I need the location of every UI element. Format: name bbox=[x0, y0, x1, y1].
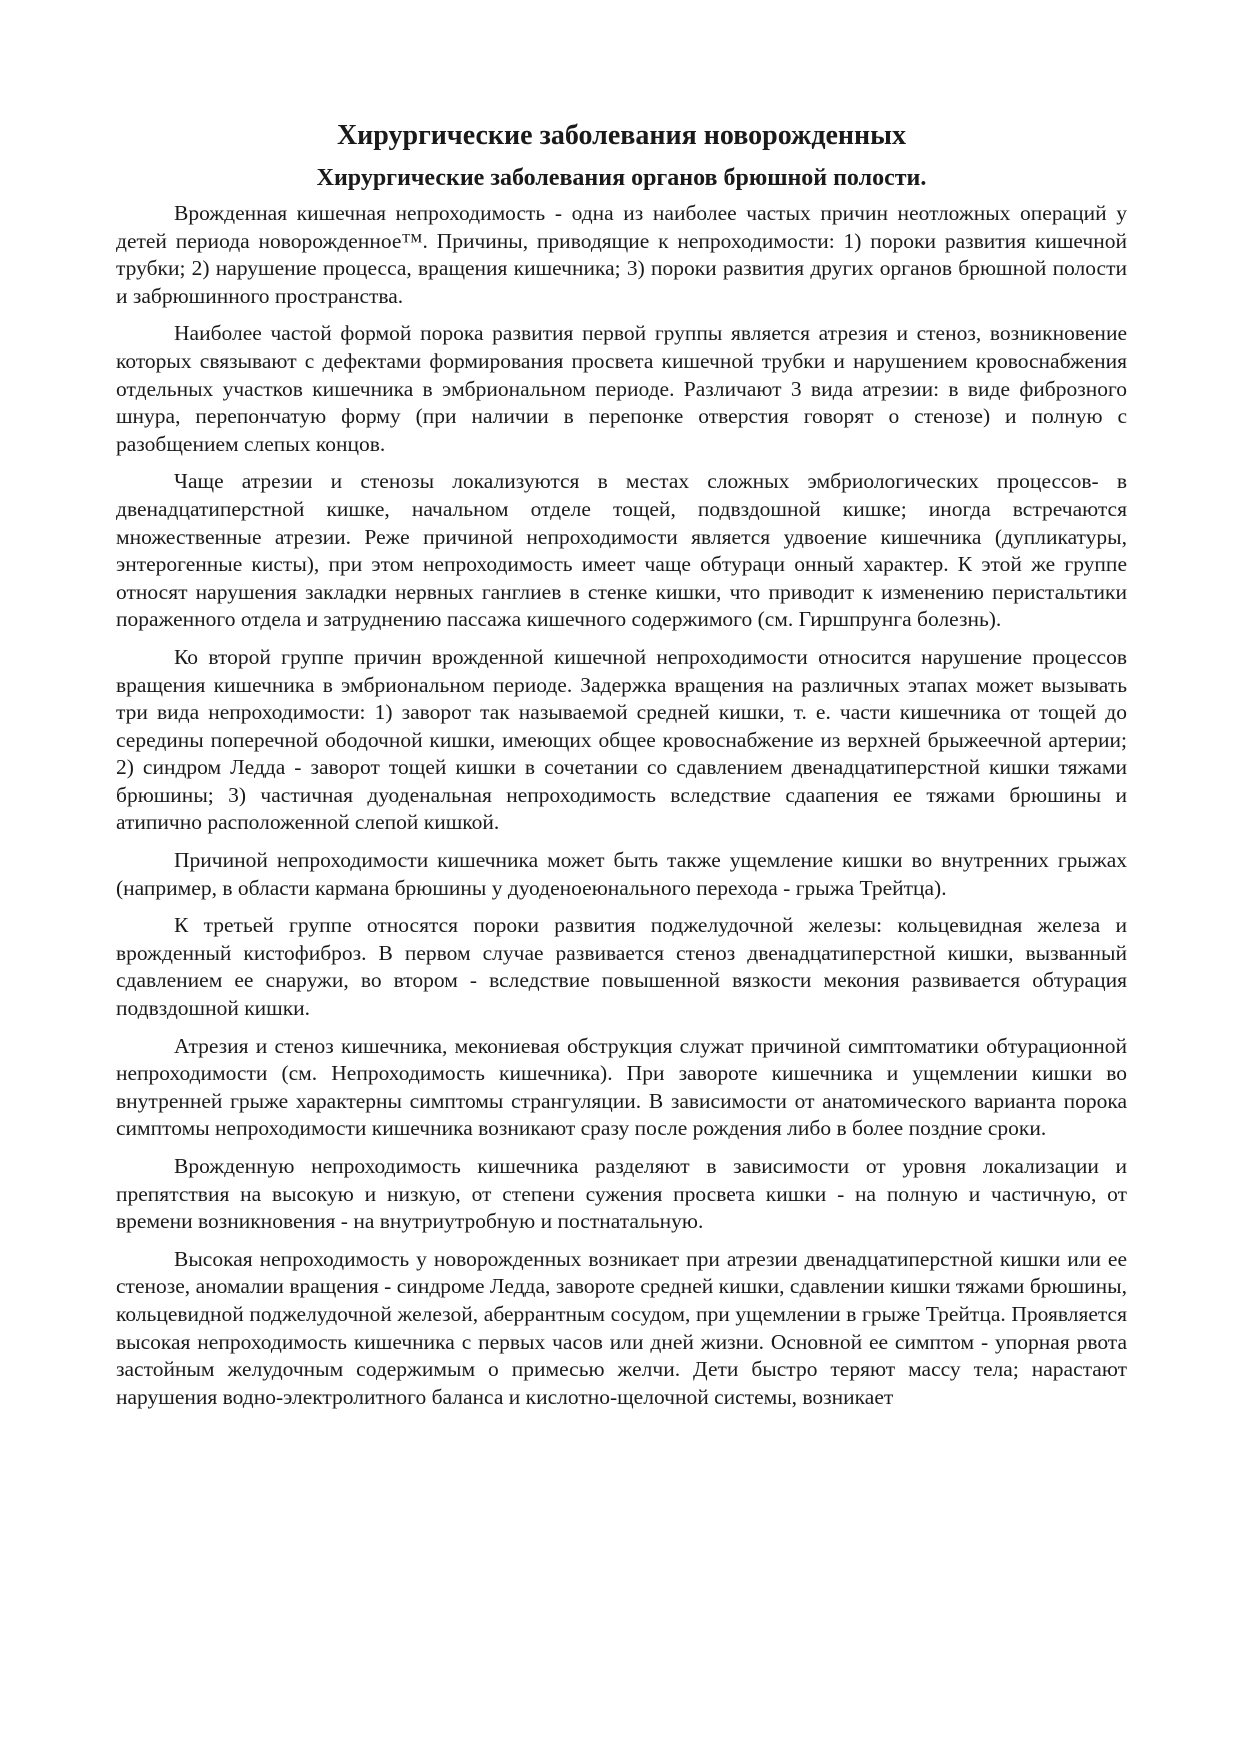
document-body bbox=[116, 118, 1127, 1421]
paragraph-1: Врожденная кишечная непроходимость - одна из наиболее частых причин неотложных операций у детей периода новорожденное™. Причины, приводящие к непроходимости: 1) пороки развития кишечной трубки; 2) нарушение процесса, вращения кишечника; 3) пороки развития других органов брюшной полости и забрюшинного пространства. bbox=[116, 201, 1127, 308]
paragraph-5: Причиной непроходимости кишечника может быть также ущемление кишки во внутренних грыжах (например, в области кармана брюшины у дуоденоеюнального перехода - грыжа Трейтца). bbox=[116, 848, 1127, 900]
paragraph-9: Высокая непроходимость у новорожденных возникает при атрезии двенадцатиперстной кишки или ее стенозе, аномалии вращения - синдроме Ледда, завороте средней кишки, сдавлении кишки тяжами брюшины, кольцевидной поджелудочной железой, аберрантным сосудом, при ущемлении в грыже Трейтца. Проявляется высокая непроходимость кишечника с первых часов или дней жизни. Основной ее симптом - упорная рвота застойным желудочным содержимым о примесью желчи. Дети быстро теряют массу тела; нарастают нарушения водно-электролитного баланса и кислотно-щелочной системы, возникает bbox=[116, 1246, 1127, 1409]
paragraph-4: Ко второй группе причин врожденной кишечной непроходимости относится нарушение процессов вращения кишечника в эмбриональном периоде. Задержка вращения на различных этапах может вызывать три вида непроходимости: 1) заворот так называемой средней кишки, т. е. части кишечника от тощей до середины поперечной ободочной кишки, имеющих общее кровоснабжение из верхней брыжеечной артерии; 2) синдром Ледда - заворот тощей кишки в сочетании со сдавлением двенадцатиперстной кишки тяжами брюшины; 3) частичная дуоденальная непроходимость вследствие сдаапения ее тяжами брюшины и атипично расположенной слепой кишкой. bbox=[116, 644, 1127, 835]
paragraph-3: Чаще атрезии и стенозы локализуются в местах сложных эмбриологических процессов- в двенадцатиперстной кишке, начальном отделе тощей, подвздошной кишке; иногда встречаются множественные атрезии. Реже причиной непроходимости является удвоение кишечника (дупликатуры, энтерогенные кисты), при этом непроходимость имеет чаще обтураци онный характер. К этой же группе относят нарушения закладки нервных ганглиев в стенке кишки, что приводит к изменению перистальтики пораженного отдела и затруднению пассажа кишечного содержимого (см. Гиршпрунга болезнь). bbox=[116, 469, 1127, 632]
paragraph-2: Наиболее частой формой порока развития первой группы является атрезия и стеноз, возникновение которых связывают с дефектами формирования просвета кишечной трубки и нарушением кровоснабжения отдельных участков кишечника в эмбриональном периоде. Различают 3 вида атрезии: в виде фиброзного шнура, перепончатую форму (при наличии в перепонке отверстия говорят о стенозе) и полную с разобщением слепых концов. bbox=[116, 321, 1127, 456]
paragraph-6: К третьей группе относятся пороки развития поджелудочной железы: кольцевидная железа и врожденный кистофиброз. В первом случае развивается стеноз двенадцатиперстной кишки, вызванный сдавлением ее снаружи, во втором - вследствие повышенной вязкости мекония развивается обтурация подвздошной кишки. bbox=[116, 913, 1127, 1021]
document-subtitle: Хирургические заболевания органов брюшной полости. bbox=[316, 165, 927, 191]
paragraph-8: Врожденную непроходимость кишечника разделяют в зависимости от уровня локализации и препятствия на высокую и низкую, от степени сужения просвета кишки - на полную и частичную, от времени возникновения - на внутриутробную и постнатальную. bbox=[116, 1154, 1127, 1234]
document-title: Хирургические заболевания новорожденных bbox=[336, 120, 907, 151]
paragraph-7: Атрезия и стеноз кишечника, мекониевая обструкция служат причиной симптоматики обтурационной непроходимости (см. Непроходимость кишечника). При завороте кишечника и ущемлении кишки во внутренней грыже характерны симптомы странгуляции. В зависимости от анатомического варианта порока симптомы непроходимости кишечника возникают сразу после рождения либо в более поздние сроки. bbox=[116, 1033, 1127, 1141]
